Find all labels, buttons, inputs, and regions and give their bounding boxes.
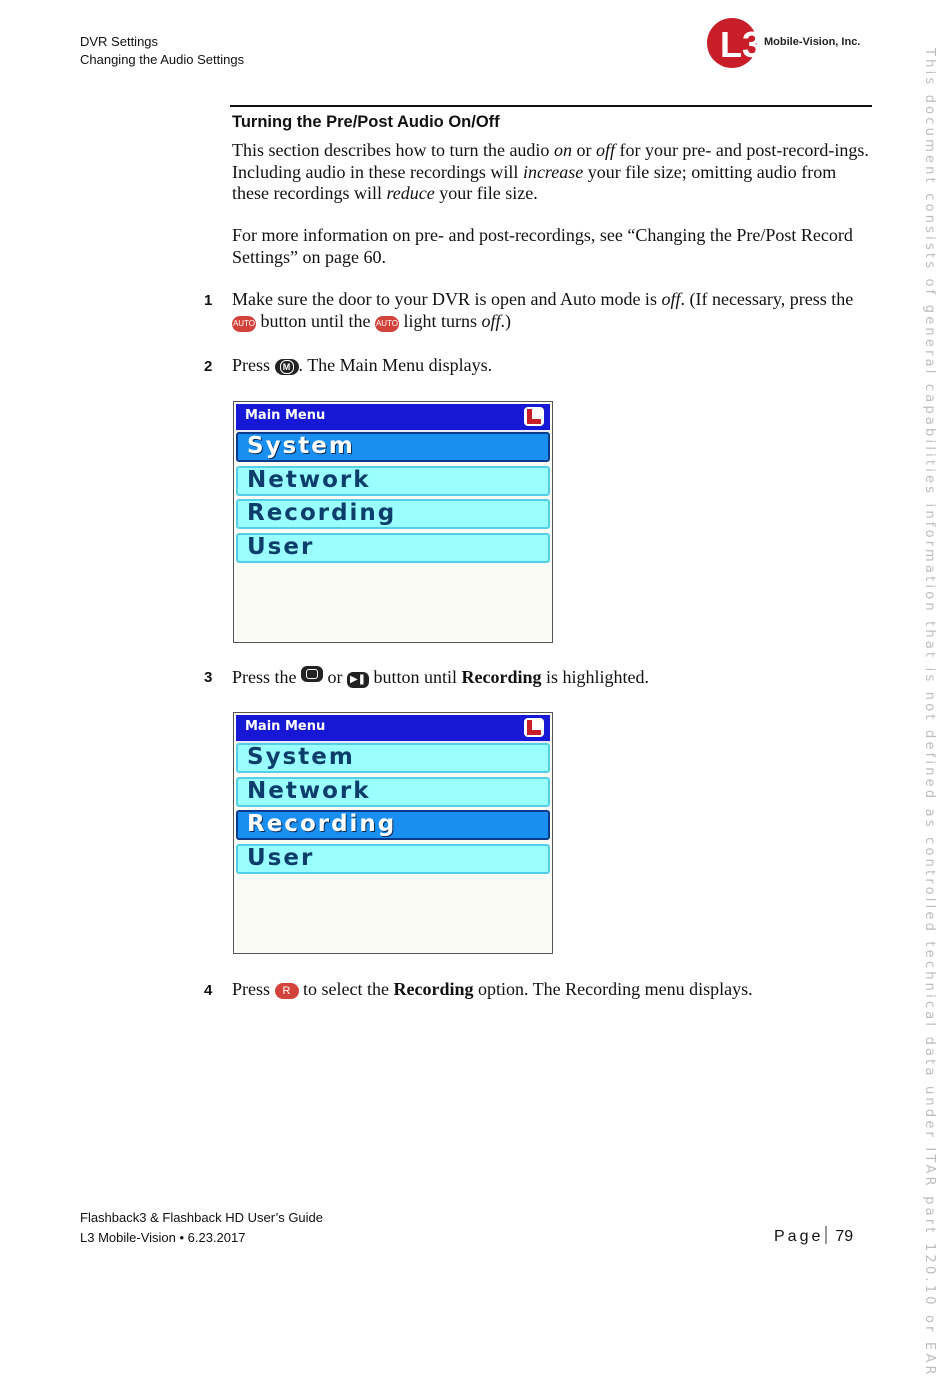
record-button-icon: R bbox=[275, 983, 299, 999]
section-heading: Turning the Pre/Post Audio On/Off bbox=[232, 113, 500, 131]
section-divider bbox=[230, 105, 872, 107]
company-logo bbox=[706, 17, 876, 69]
footer-guide-title: Flashback3 & Flashback HD User’s Guide bbox=[80, 1210, 324, 1225]
menu-item-system[interactable]: System bbox=[236, 743, 550, 773]
l3-logo-icon bbox=[706, 17, 762, 69]
header-section-title: DVR Settings bbox=[80, 34, 159, 49]
l3-small-logo-icon bbox=[524, 718, 544, 737]
menu-item-user[interactable]: User bbox=[236, 533, 550, 563]
page-number: 79 bbox=[835, 1228, 854, 1245]
intro-paragraph: This section describes how to turn the audio on or off for your pre- and post-record-ings. Including audio in these recordings will increase your file size; omitting audio from these recordings will reduce your file size. bbox=[232, 140, 869, 203]
page-separator bbox=[825, 1226, 827, 1244]
page-indicator bbox=[774, 1226, 853, 1246]
menu-title-bar bbox=[236, 404, 550, 432]
menu-item-network[interactable]: Network bbox=[236, 777, 550, 807]
menu-title-bar bbox=[236, 715, 550, 743]
main-menu-screenshot-2 bbox=[233, 712, 553, 954]
menu-item-system[interactable]: System bbox=[236, 432, 550, 462]
step-1-text: Make sure the door to your DVR is open and Auto mode is off. (If necessary, press the AUTO button until the AUTO light turns off.) bbox=[232, 289, 854, 331]
page-label: Page bbox=[774, 1228, 824, 1245]
logo-text: Mobile-Vision, Inc. bbox=[764, 36, 861, 48]
up-button-icon bbox=[301, 666, 323, 682]
menu-item-recording[interactable]: Recording bbox=[236, 810, 550, 840]
step-number: 1 bbox=[204, 292, 213, 309]
step-2-text: Press M . The Main Menu displays. bbox=[232, 355, 493, 375]
menu-title: Main Menu bbox=[245, 408, 326, 423]
step-4-text: Press R to select the Recording option. The Recording menu displays. bbox=[232, 979, 753, 999]
step-number: 2 bbox=[204, 358, 213, 375]
menu-item-network[interactable]: Network bbox=[236, 466, 550, 496]
menu-item-recording[interactable]: Recording bbox=[236, 499, 550, 529]
step-number: 3 bbox=[204, 669, 213, 686]
footer-publisher-date: L3 Mobile-Vision • 6.23.2017 bbox=[80, 1230, 246, 1245]
step-3-text: Press the or ▶❚ button until Recording is highlighted. bbox=[232, 667, 650, 687]
menu-title: Main Menu bbox=[245, 719, 326, 734]
main-menu-screenshot-1 bbox=[233, 401, 553, 643]
logo-mark: L3 bbox=[720, 24, 762, 65]
l3-small-logo-icon bbox=[524, 407, 544, 426]
header-subsection-title: Changing the Audio Settings bbox=[80, 52, 245, 67]
auto-button-icon: AUTO bbox=[232, 316, 256, 332]
itar-side-note: This document consists of general capabilities information that is not defined as controlled technical data under ITAR part 120.10 or EAR bbox=[922, 48, 937, 1378]
menu-item-user[interactable]: User bbox=[236, 844, 550, 874]
play-pause-button-icon: ▶❚ bbox=[347, 672, 369, 688]
more-info-paragraph: For more information on pre- and post-recordings, see “Changing the Pre/Post Record Settings” on page 60. bbox=[232, 225, 853, 267]
auto-light-icon: AUTO bbox=[375, 316, 399, 332]
menu-button-icon: M bbox=[275, 359, 299, 375]
step-number: 4 bbox=[204, 982, 213, 999]
